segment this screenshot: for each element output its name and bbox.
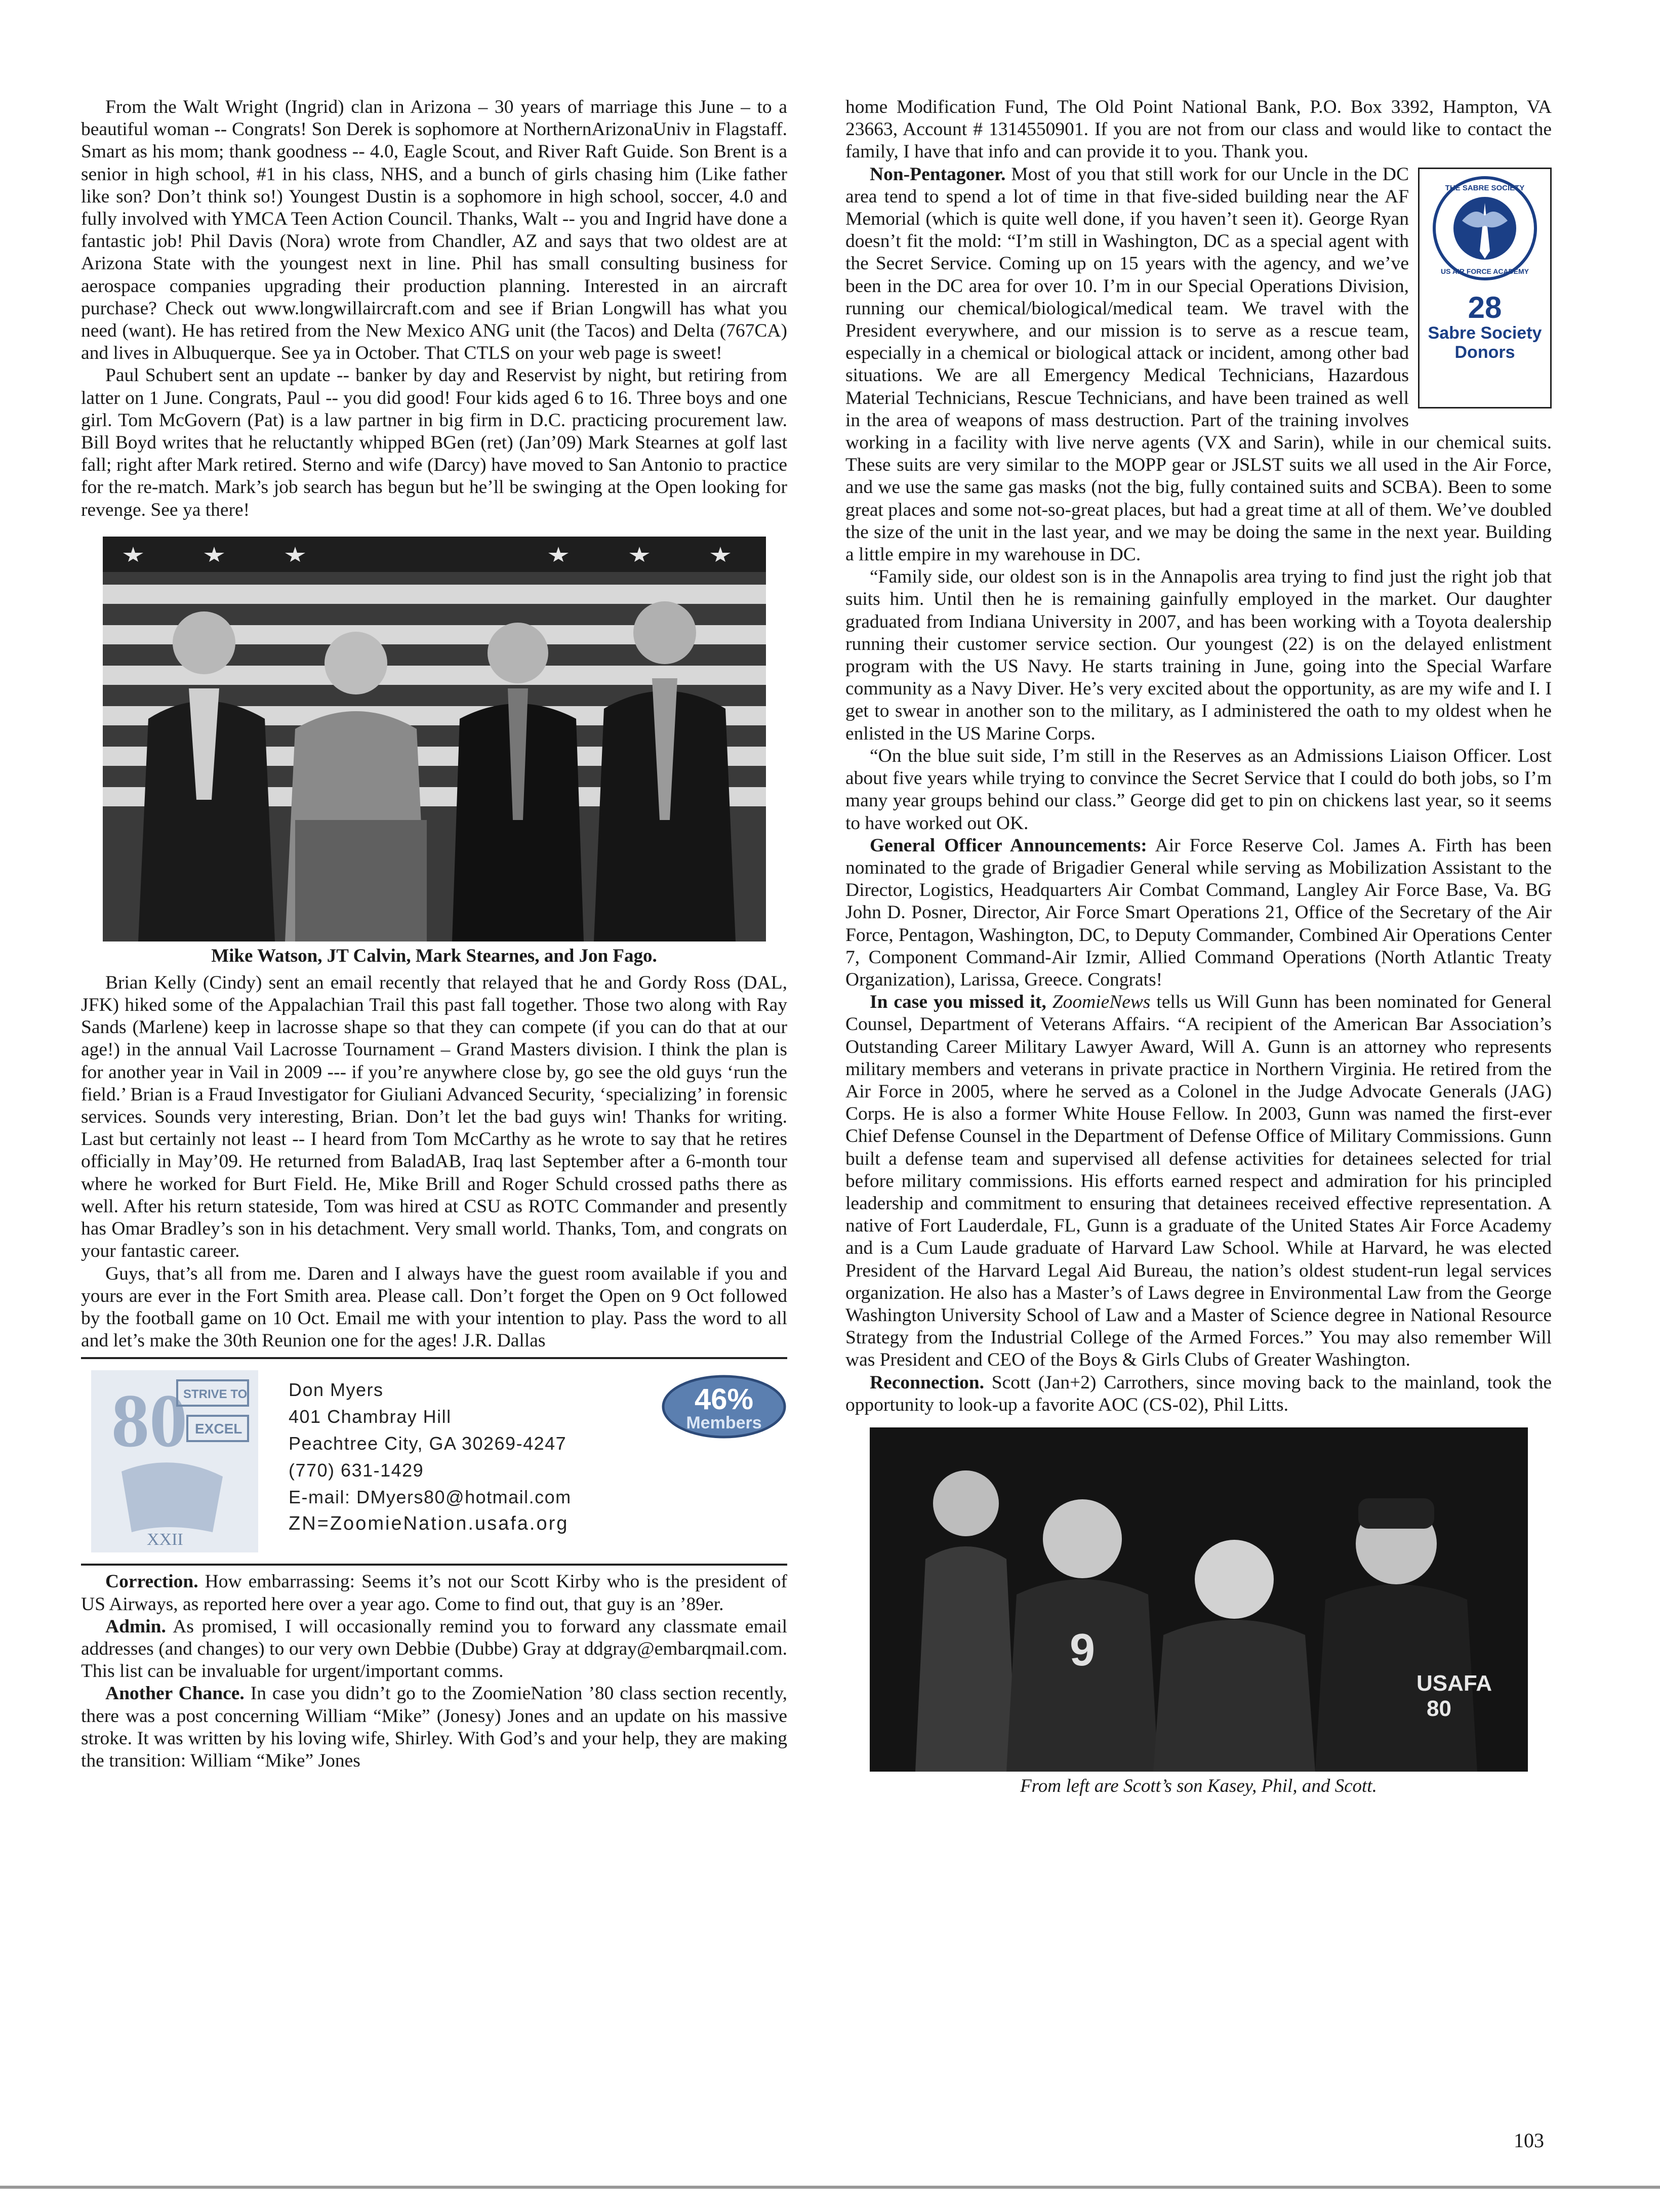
right-column [845,96,1552,1802]
crest-roman: XXII [147,1530,183,1549]
left-column [81,96,787,1772]
seal-top-text: THE SABRE SOCIETY [1445,183,1525,192]
crest-motto-2: EXCEL [195,1421,242,1437]
paragraph-non-pentagoner: Non-Pentagoner. THE SABRE SOCIETY US AIR FORCE ACADEMY 28 Sabre Society Donors Most of you that still work for our Uncle in the DC area tend to spend a lot of time in that five-sided building near the AF Memorial (which is quite well done, if you haven’t seen it). George Ryan doesn’t fit the mold: “I’m still in Washington, DC as a special agent with the Secret Service. Coming up on 15 years with the agency, and we’ve been in the DC area for over 10. I’m in our Special Operations Division, running our chemical/biological/medical team. We travel with the President everywhere, and our mission is to serve as a rescue team, especially in a chemical or biological attack or incident, among other bad situations. We are all Emergency Medical Technicians, Hazardous Material Technicians, Rescue Technicians, and have been trained as well in the area of weapons of mass destruction. Part of the training involves working in a facility with live nerve agents (VX and Sarin), while in our chemical suits. These suits are very similar to the MOPP gear or JSLST suits we all used in the Air Force, and we use the same gas masks (not the big, fully contained suits and SCBA). Been to some great places and some not-so-great places, but had a great time at all of them. We’ve doubled the size of the unit in the last year, and we may be doing the same in the next year. Building a little empire in my warehouse in DC. [845,163,1552,565]
crest-motto-1: STRIVE TO [183,1387,248,1402]
contact-city: Peachtree City, GA 30269-4247 [289,1433,567,1454]
sabre-society-seal-icon [1432,175,1538,281]
photo2-caption: From left are Scott’s son Kasey, Phil, and Scott. [1020,1775,1377,1796]
paragraph-closing: Guys, that’s all from me. Daren and I always have the guest room available if you and yours are ever in the Fort Smith area. Please call. Don’t forget the Open on 9 Oct followed by the football game on 10 Oct. Email me with your intention to play. Pass the word to all and let’s make the 30th Reunion one for the ages! J.R. Dallas [81,1263,787,1351]
contact-street: 401 Chambray Hill [289,1406,452,1427]
paragraph-kelly: Brian Kelly (Cindy) sent an email recently that relayed that he and Gordy Ross (DAL, JFK) hiked some of the Appalachian Trail this past fall together. Those two along with Ray Sands (Marlene) keep in lacrosse shape so that they can compete (if you can do that at our age!) in the annual Vail Lacrosse Tournament – Grand Masters division. I think the plan is for another year in Vail in 2009 --- if you’re anywhere close by, go see the old guys ‘run the field.’ Brian is a Fraud Investigator for Giuliani Advanced Security, ‘specializing’ in forensic services. Sounds very interesting, Brian. Don’t let the bad guys win! Thanks for writing. Last but certainly not least -- I heard from Tom McCarthy as he wrote to say that he retires officially in May’09. He returned from BaladAB, Iraq last September after a 6-month tour where he worked for Burt Field. He, Mike Brill and Roger Schuld crossed paths there as well. After his return stateside, Tom was hired at CSU as ROTC Commander and presently has Omar Bradley’s son in his detachment. Very small world. Thanks, Tom, and congrats on your fantastic career. [81,972,787,1262]
contact-email[interactable]: E-mail: DMyers80@hotmail.com [289,1487,572,1508]
paragraph-another-chance: Another Chance. In case you didn’t go to the ZoomieNation ’80 class section recently, there was a post concerning William “Mike” (Jonesy) Jones and an update on his massive stroke. It was written by his loving wife, Shirley. With God’s and your help, they are making the transition: William “Mike” Jones [81,1683,787,1771]
section-divider-top [81,1357,787,1359]
seal-bottom-text: US AIR FORCE ACADEMY [1441,267,1529,275]
photo2-sweater-number: 9 [1069,1624,1095,1675]
paragraph-fund: home Modification Fund, The Old Point National Bank, P.O. Box 3392, Hampton, VA 23663, Account # 1314550901. If you are not from our class and would like to contact the family, I have that info and can provide it to you. Thank you. [845,97,1552,162]
paragraph-schubert: Paul Schubert sent an update -- banker by day and Reservist by night, but retiring from latter on 1 June. Congrats, Paul -- you did good! Four kids aged 6 to 16. Three boys and one girl. Tom McGovern (Pat) is a law partner in big firm in D.C. practicing procurement law. Bill Boyd writes that he reluctantly whipped BGen (ret) (Jan’09) Mark Stearnes at golf last fall; right after Mark retired. Sterno and wife (Darcy) have moved to San Antonio to practice for the re-match. Mark’s job search has begun but he’ll be swinging at the Open looking for revenge. See ya there! [81,365,787,520]
sabre-count: 28 [1468,290,1502,324]
sabre-label-2: Donors [1454,342,1515,362]
contact-name: Don Myers [289,1379,384,1401]
paragraph-general-officer: General Officer Announcements: Air Force Reserve Col. James A. Firth has been nominated to the grade of Brigadier General while serving as Mobilization Assistant to the Director, Logistics, Headquarters Air Combat Command, Langley Air Force Base, Va. BG John D. Posner, Director, Air Force Smart Operations 21, Office of the Secretary of the Air Force, Pentagon, Washington, DC, to Deputy Commander, Combined Air Operations Center 7, Component Command-Air Izmir, Allied Command Operations (North Atlantic Treaty Organization), Larissa, Greece. Congrats! [845,835,1552,990]
section-divider-bottom [81,1564,787,1566]
photo1-caption: Mike Watson, JT Calvin, Mark Stearnes, and Jon Fago. [211,945,657,966]
paragraph-in-case: In case you missed it, ZoomieNews tells us Will Gunn has been nominated for General Counsel, Department of Veterans Affairs. “A recipient of the American Bar Association’s Outstanding Career Military Lawyer Award, Will A. Gunn is an attorney who represents military members and veterans in private practice in Northern Virginia. He retired from the Air Force in 2005, where he served as a Colonel in the Judge Advocate Generals (JAG) Corps. He is also a former White House Fellow. In 2003, Gunn was named the first-ever Chief Defense Counsel in the Department of Defense Office of Military Commissions. Gunn built a defense team and supervised all defense activities for detainees selected for trial before military commissions. His efforts earned respect and admiration for his principled leadership and commitment to ensuring that detainees received effective representation. A native of Fort Lauderdale, FL, Gunn is a graduate of the United States Air Force Academy and is a Cum Laude graduate of Harvard Law School. While at Harvard, he was elected President of the Harvard Legal Aid Bureau, the nation’s oldest student-run legal services organization. He also has a Master’s of Laws degree in Environmental Law from the George Washington University School of Law and a Master of Science degree in National Resource Strategy from the Industrial College of the Armed Forces.” You may also remember Will was President and CEO of the Boys & Girls Clubs of Greater Washington. [845,992,1552,1371]
paragraph-family: “Family side, our oldest son is in the Annapolis area trying to find just the right job that suits him. Until then he is remaining gainfully employed in the market. Our daughter graduated from Indiana University in 2007, and has been working with a Toyota dealership running their customer service section. Our youngest (22) is on the delayed enlistment program with the US Navy. He starts training in June, going into the Special Warfare community as a Navy Diver. He’s very excited about the opportunity, as are my wife and I. I get to swear in another son to the military, as I administered the oath to my oldest when he enlisted in the US Marine Corps. [845,566,1552,744]
crest-year: 80 [111,1379,187,1463]
group-photo-four-men [103,537,766,941]
paragraph-blue-suit: “On the blue suit side, I’m still in the Reserves as an Admissions Liaison Officer. Lost about five years while trying to convince the Secret Service that I could do both jobs, so I’m many year groups behind our class.” George did get to pin on chickens last year, so it seems to have worked out OK. [845,745,1552,834]
contact-block [81,1366,787,1559]
contact-address [289,1376,572,1537]
paragraph-correction: Correction. How embarrassing: Seems it’s not our Scott Kirby who is the president of US Airways, as reported here over a year ago. Come to find out, that guy is an ’89er. [81,1571,787,1615]
paragraph-wright: From the Walt Wright (Ingrid) clan in Arizona – 30 years of marriage this June – to a beautiful woman -- Congrats! Son Derek is sophomore at NorthernArizonaUniv in Flagstaff. Smart as his mom; thank goodness -- 4.0, Eagle Scout, and River Raft Guide. Son Brent is a senior in high school, #1 in his class, NHS, and a bunch of girls chasing him (Like father like son? Don’t think so!) Youngest Dustin is a sophomore in high school, soccer, 4.0 and fully involved with YMCA Teen Action Council. Thanks, Walt -- you and Ingrid have done a fantastic job! Phil Davis (Nora) wrote from Chandler, AZ and says that two oldest are at Arizona State with the youngest next in line. Phil has small consulting business for aerospace companies upgrading their production planning. Interested in an aircraft purchase? Check out www.longwillaircraft.com and see if Brian Longwill has what you need (want). He has retired from the New Mexico ANG unit (the Tacos) and Delta (767CA) and lives in Albuquerque. See ya in October. That CTLS on your web page is sweet! [81,97,787,364]
badge-percent: 46% [694,1383,754,1416]
badge-label: Members [686,1413,762,1433]
contact-zoomienation-link[interactable]: ZN=ZoomieNation.usafa.org [289,1513,569,1535]
class-crest-icon [91,1370,258,1552]
members-percent-badge [661,1374,787,1440]
photo2-jacket-number: 80 [1426,1696,1451,1721]
contact-phone: (770) 631-1429 [289,1460,424,1481]
bottom-edge-rule [0,2186,1660,2189]
page-number: 103 [1514,2129,1544,2152]
paragraph-reconnection: Reconnection. Scott (Jan+2) Carrothers, since moving back to the mainland, took the opportunity to look-up a favorite AOC (CS-02), Phil Litts. [845,1372,1552,1415]
sabre-society-box [1418,168,1552,408]
reconnection-photo [870,1427,1528,1772]
paragraph-admin: Admin. As promised, I will occasionally remind you to forward any classmate email addresses (and changes) to our very own Debbie (Dubbe) Gray at ddgray@embarqmail.com. This list can be invaluable for urgent/important comms. [81,1616,787,1682]
sabre-label-1: Sabre Society [1428,323,1542,343]
photo2-jacket-text: USAFA [1416,1670,1492,1696]
